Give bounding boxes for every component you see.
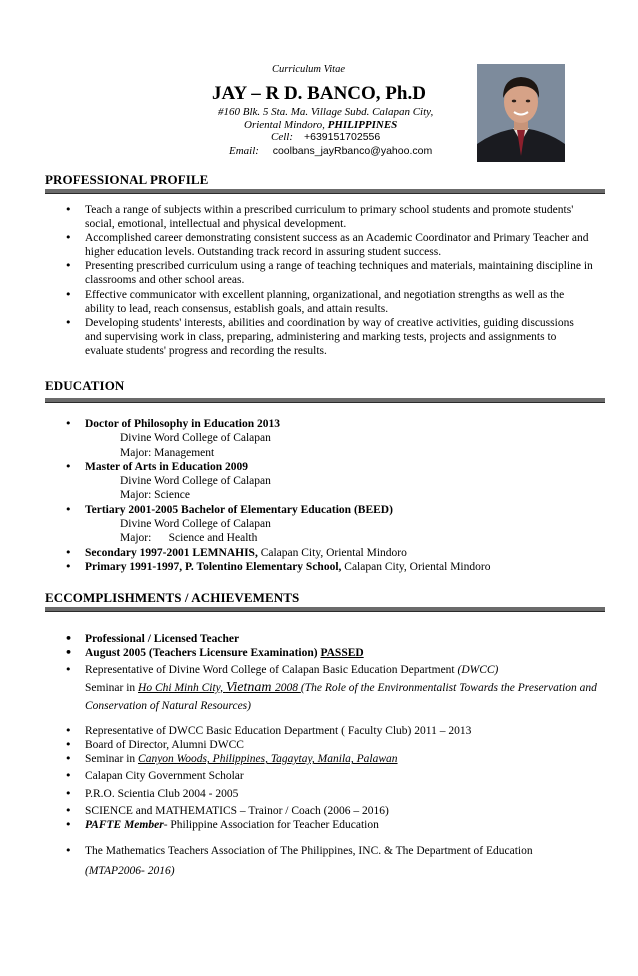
accomplishment-mtap <box>63 841 608 881</box>
seminar1-year: 2008 <box>275 681 301 694</box>
address-province: Oriental Mindoro, <box>244 119 328 131</box>
rep1-abbr: (DWCC) <box>457 663 499 676</box>
ma-school: Divine Word College of Calapan <box>120 475 271 488</box>
person-name: JAY – R D. BANCO, Ph.D <box>212 83 426 104</box>
accomplishment-seminar2 <box>63 752 608 766</box>
seminar2-places: Canyon Woods, Philippines, Tagaytay, Manila, Palawan <box>138 753 398 766</box>
primary-school: Primary 1991-1997, P. Tolentino Elementary School, <box>85 560 342 573</box>
education-item-ma <box>63 460 603 503</box>
seminar1-country: Vietnam <box>225 679 276 695</box>
accomplishment-licensed: • Professional / Licensed Teacher <box>63 632 608 646</box>
section-title-profile: PROFESSIONAL PROFILE <box>45 172 209 187</box>
accomplishment-science: • SCIENCE and MATHEMATICS – Trainor / Coach (2006 – 2016) <box>63 804 608 818</box>
cell-row <box>271 131 380 143</box>
ma-major: Major: Science <box>120 489 190 502</box>
profile-photo <box>477 64 565 162</box>
secondary-location: Calapan City, Oriental Mindoro <box>257 546 407 559</box>
rep1-text: Representative of Divine Word College of Calapan Basic Education Department <box>85 663 458 676</box>
accomplishment-scholar: • Calapan City Government Scholar <box>63 769 608 783</box>
profile-item: • Teach a range of subjects within a prescribed curriculum to primary school students and promote students' social, emotional, intellectual and physical development. <box>63 203 593 231</box>
accomplishments-list <box>63 632 608 881</box>
email-label: Email: <box>229 145 259 157</box>
email-row <box>229 145 432 157</box>
address-line-1: #160 Blk. 5 Sta. Ma. Village Subd. Calapan City, <box>218 106 434 118</box>
accomplishment-let <box>63 646 608 660</box>
mtap-year: (MTAP2006- 2016) <box>85 864 175 877</box>
profile-item: • Developing students' interests, abilities and coordination by way of creative activities, guiding discussions and supervising work in class, preparing, administering and marking tests, projects and assignments to evaluate students' progress and recording the results. <box>63 316 593 358</box>
tertiary-major-label: Major: <box>120 532 152 545</box>
tertiary-degree: • Tertiary 2001-2005 Bachelor of Elementary Education (BEED) <box>85 503 393 516</box>
person-photo-icon <box>477 64 565 162</box>
address-line-2 <box>244 119 397 131</box>
education-item-secondary <box>63 546 603 560</box>
phd-major: Major: Management <box>120 446 215 459</box>
section-title-education: EDUCATION <box>45 378 125 393</box>
section-title-accomplishments: ECCOMPLISHMENTS / ACHIEVEMENTS <box>45 590 300 605</box>
profile-list <box>63 203 593 358</box>
profile-item: • Presenting prescribed curriculum using a range of teaching techniques and materials, maintaining discipline in classrooms and other school areas. <box>63 259 593 287</box>
secondary-school: Secondary 1997-2001 LEMNAHIS, <box>85 546 258 559</box>
education-item-tertiary <box>63 503 603 546</box>
phd-school: Divine Word College of Calapan <box>120 432 271 445</box>
tertiary-school: Divine Word College of Calapan <box>120 518 271 531</box>
accomplishment-pafte <box>63 818 608 832</box>
section-divider-education <box>45 398 605 403</box>
accomplishment-pro: • P.R.O. Scientia Club 2004 - 2005 <box>63 787 608 801</box>
seminar1-topic: (The Role of the Environmentalist Towards the Preservation and Conservation of Natural Resources) <box>85 681 597 712</box>
section-divider-profile <box>45 189 605 194</box>
education-item-primary <box>63 560 603 574</box>
seminar2-prefix: Seminar in <box>85 753 139 766</box>
education-item-phd <box>63 417 603 460</box>
cv-label: Curriculum Vitae <box>272 64 346 75</box>
address-country: PHILIPPINES <box>327 119 398 131</box>
cell-value: +639151702556 <box>304 131 381 143</box>
accomplishment-board: • Board of Director, Alumni DWCC <box>63 738 608 752</box>
seminar1-city: Ho Chi Minh City, <box>138 681 226 694</box>
section-divider-accomplishments <box>45 607 605 612</box>
primary-location: Calapan City, Oriental Mindoro <box>341 560 491 573</box>
let-text: August 2005 (Teachers Licensure Examination) <box>85 647 321 660</box>
education-list <box>63 417 603 574</box>
mtap-text: The Mathematics Teachers Association of The Philippines, INC. & The Department of Education <box>85 844 533 857</box>
pafte-member: PAFTE Member <box>85 819 164 832</box>
accomplishment-dwcc-rep <box>63 661 608 715</box>
seminar1-prefix: Seminar in <box>85 681 139 694</box>
profile-item: • Effective communicator with excellent planning, organizational, and negotiation strengths as well as the ability to lead, reach consensus, establish goals, and attain results. <box>63 288 593 316</box>
ma-degree: • Master of Arts in Education 2009 <box>85 460 249 473</box>
tertiary-major <box>85 531 603 545</box>
pafte-desc: - Philippine Association for Teacher Education <box>163 819 379 832</box>
accomplishment-faculty-club: • Representative of DWCC Basic Education Department ( Faculty Club) 2011 – 2013 <box>63 724 608 738</box>
email-value: coolbans_jayRbanco@yahoo.com <box>272 145 433 157</box>
let-passed: PASSED <box>320 647 364 660</box>
profile-item: • Accomplished career demonstrating consistent success as an Academic Coordinator and Primary Teacher and higher education levels. Outstanding track record in assuring student success. <box>63 231 593 259</box>
cell-label: Cell: <box>271 131 293 143</box>
tertiary-major-value: Science and Health <box>168 532 258 545</box>
phd-degree: • Doctor of Philosophy in Education 2013 <box>85 418 280 430</box>
